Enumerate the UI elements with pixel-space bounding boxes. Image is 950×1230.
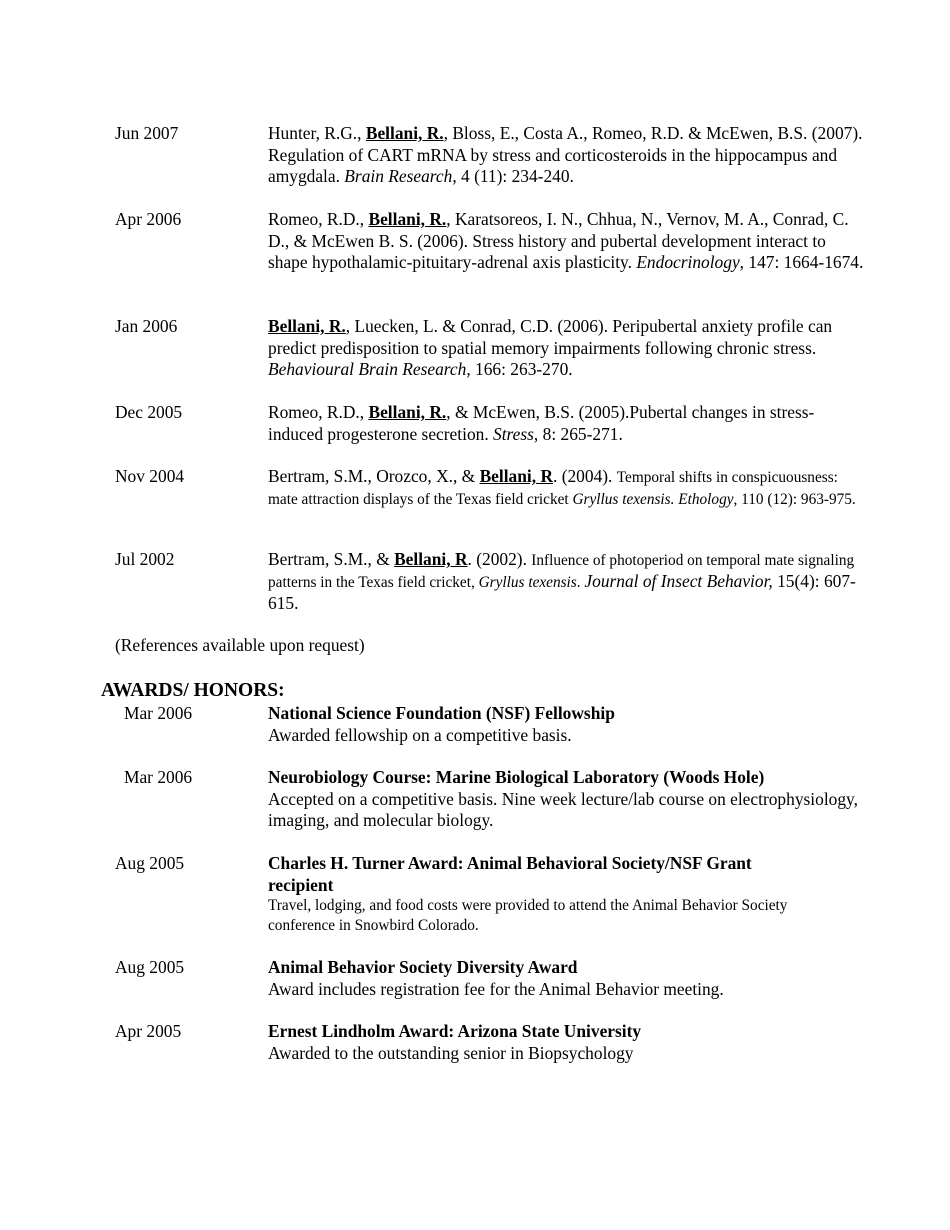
publication-citation: Bertram, S.M., Orozco, X., & Bellani, R. (2004). Temporal shifts in conspicuousness: mate attraction displays of the Texas field cricket Gryllus texensis. Ethology, 110 (12): 963-975. [268,466,856,508]
publication-date: Nov 2004 [115,466,185,486]
award-title: Neurobiology Course: Marine Biological Laboratory (Woods Hole) [268,767,765,787]
award-entry [268,767,868,832]
references-note: (References available upon request) [115,635,365,655]
award-description: Awarded to the outstanding senior in Biopsychology [268,1042,634,1063]
section-heading-awards: AWARDS/ HONORS: [101,680,285,701]
species-name: Gryllus texensis [478,574,577,591]
award-date: Aug 2005 [115,853,185,873]
publication-citation: Romeo, R.D., Bellani, R., & McEwen, B.S. (2005).Pubertal changes in stress-induced progesterone secretion. Stress, 8: 265-271. [268,402,815,444]
author-highlight: Bellani, R. [368,209,447,229]
journal-name: Stress, [493,423,539,444]
award-entry [268,1021,868,1064]
award-description: Award includes registration fee for the Animal Behavior meeting. [268,978,724,999]
award-date: Mar 2006 [124,767,193,787]
publication-date: Jan 2006 [115,316,178,336]
author-highlight: Bellani, R [394,549,468,569]
journal-name: Brain Research [344,166,453,186]
award-date: Aug 2005 [115,957,185,977]
publication-citation: Hunter, R.G., Bellani, R., Bloss, E., Costa A., Romeo, R.D. & McEwen, B.S. (2007). Regulation of CART mRNA by stress and corticosteroids in the hippocampus and amygdala. Brain Research, 4 (11): 234-240. [268,123,863,186]
award-date: Mar 2006 [124,703,193,723]
award-entry [268,853,788,936]
award-title: Ernest Lindholm Award: Arizona State University [268,1021,642,1041]
publication-citation: Romeo, R.D., Bellani, R., Karatsoreos, I. N., Chhua, N., Vernov, M. A., Conrad, C. D., & McEwen B. S. (2006). Stress history and pubertal development interact to shape hypothalamic-pituitary-adrenal axis plasticity. Endocrinology, 147: 1664-1674. [268,209,864,272]
publication-date: Jul 2002 [115,549,175,569]
award-entry [268,957,868,1000]
award-date: Apr 2005 [115,1021,182,1041]
award-title: Charles H. Turner Award: Animal Behavioral Society/NSF Grant recipient [268,853,752,895]
award-title: National Science Foundation (NSF) Fellowship [268,703,615,723]
award-title: Animal Behavior Society Diversity Award [268,957,578,977]
award-description: Travel, lodging, and food costs were provided to attend the Animal Behavior Society conference in Snowbird Colorado. [268,897,788,934]
author-highlight: Bellani, R. [368,402,447,422]
publication-date: Apr 2006 [115,209,182,229]
author-highlight: Bellani, R [479,466,553,486]
publication-citation: Bellani, R., Luecken, L. & Conrad, C.D. (2006). Peripubertal anxiety profile can predict predisposition to spatial memory impairments following chronic stress. Behavioural Brain Research, 166: 263-270. [268,316,833,379]
author-highlight: Bellani, R. [365,123,444,143]
award-description: Awarded fellowship on a competitive basis. [268,724,572,745]
publication-date: Dec 2005 [115,402,183,422]
journal-name: Behavioural Brain Research, [268,359,471,379]
publication-citation: Bertram, S.M., & Bellani, R. (2002). Influence of photoperiod on temporal mate signaling patterns in the Texas field cricket, Gryllus texensis. Journal of Insect Behavior, 15(4): 607-615. [268,549,856,613]
award-description: Accepted on a competitive basis. Nine week lecture/lab course on electrophysiology, imaging, and molecular biology. [268,788,858,830]
species-name: Gryllus texensis. [572,491,675,508]
journal-name: Endocrinology [636,252,740,272]
publication-date: Jun 2007 [115,123,179,143]
journal-name: Ethology [678,491,734,508]
journal-name: Journal of Insect Behavior, [584,571,773,591]
award-entry [268,703,868,746]
author-highlight: Bellani, R. [268,316,346,336]
